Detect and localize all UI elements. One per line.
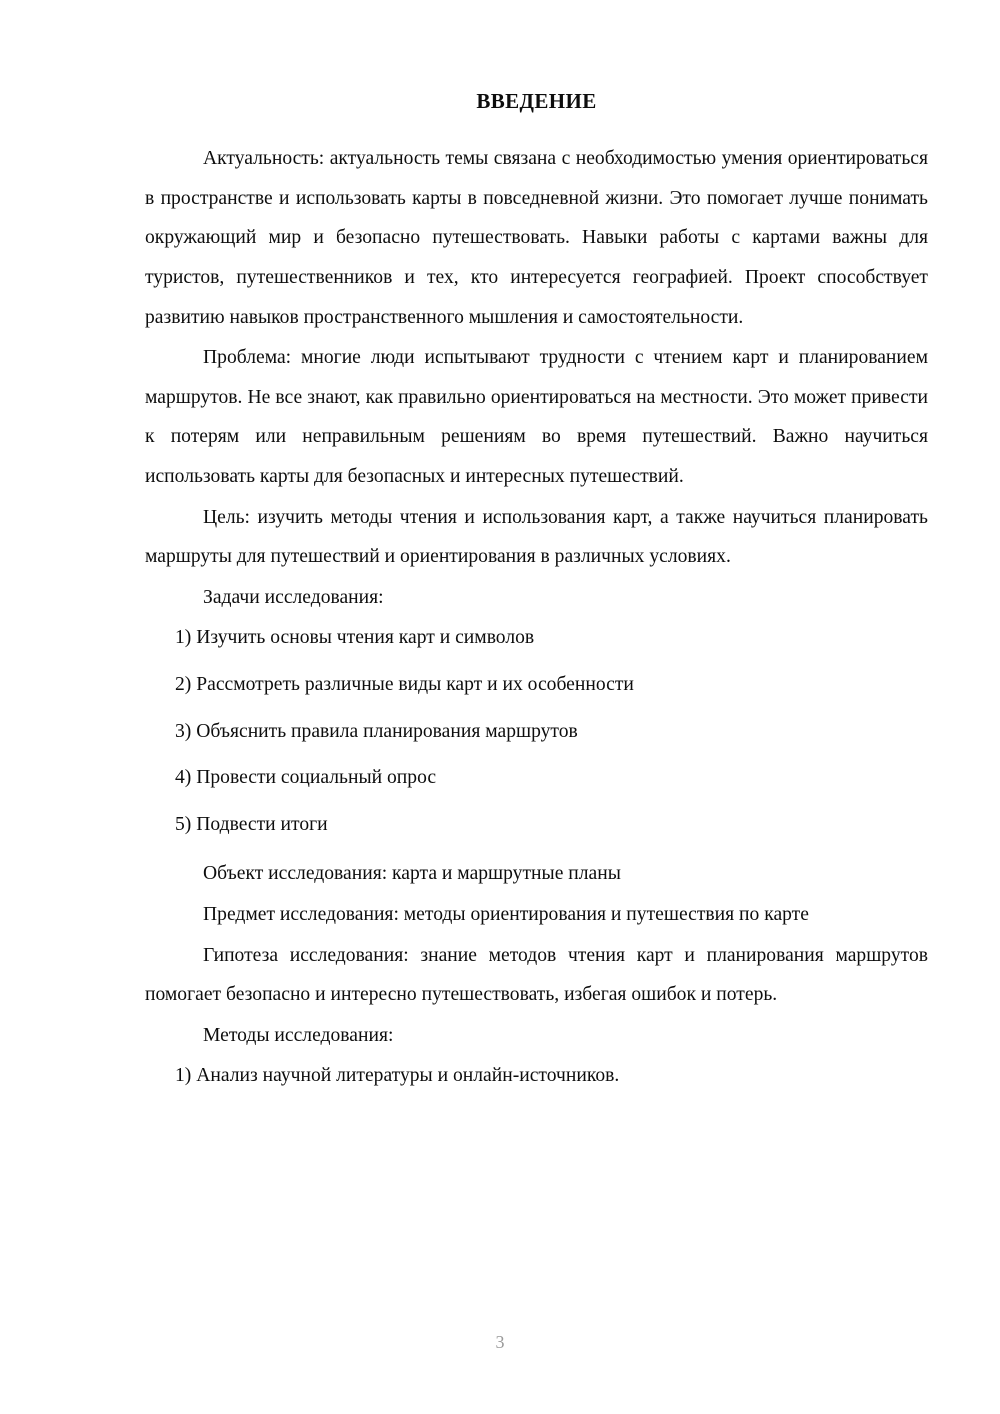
list-item: 1) Анализ научной литературы и онлайн-источников.: [175, 1065, 620, 1087]
paragraph-hypothesis: Гипотеза исследования: знание методов чтения карт и планирования маршрутов помогает безопасно и интересно путешествовать, избегая ошибок и потерь.: [145, 944, 928, 1006]
paragraph-subject: Предмет исследования: методы ориентирования и путешествия по карте: [203, 903, 809, 925]
paragraph-problem: Проблема: многие люди испытывают трудности с чтением карт и планированием маршрутов. Не все знают, как правильно ориентироваться на местности. Это может привести к потерям или неправильным решениям во время путешествий. Важно научиться использовать карты для безопасных и интересных путешествий.: [145, 347, 928, 488]
page-title: ВВЕДЕНИЕ: [476, 89, 597, 113]
list-item: 2) Рассмотреть различные виды карт и их особенности: [175, 674, 634, 696]
tasks-heading: Задачи исследования:: [203, 586, 384, 608]
methods-heading: Методы исследования:: [203, 1024, 394, 1046]
list-item: 5) Подвести итоги: [175, 813, 328, 835]
document-body: [145, 88, 928, 1103]
list-item: 4) Провести социальный опрос: [175, 767, 437, 789]
page-number: 3: [495, 1332, 505, 1352]
tasks-list: [145, 618, 928, 844]
paragraph-object: Объект исследования: карта и маршрутные планы: [203, 863, 621, 885]
methods-list: [145, 1056, 928, 1096]
list-item: 3) Объяснить правила планирования маршрутов: [175, 720, 578, 742]
list-item: 1) Изучить основы чтения карт и символов: [175, 627, 535, 649]
paragraph-goal: Цель: изучить методы чтения и использования карт, а также научиться планировать маршруты для путешествий и ориентирования в различных условиях.: [145, 506, 928, 568]
paragraph-relevance: Актуальность: актуальность темы связана с необходимостью умения ориентироваться в пространстве и использовать карты в повседневной жизни. Это помогает лучше понимать окружающий мир и безопасно путешествовать. Навыки работы с картами важны для туристов, путешественников и тех, кто интересуется географией. Проект способствует развитию навыков пространственного мышления и самостоятельности.: [145, 148, 928, 328]
